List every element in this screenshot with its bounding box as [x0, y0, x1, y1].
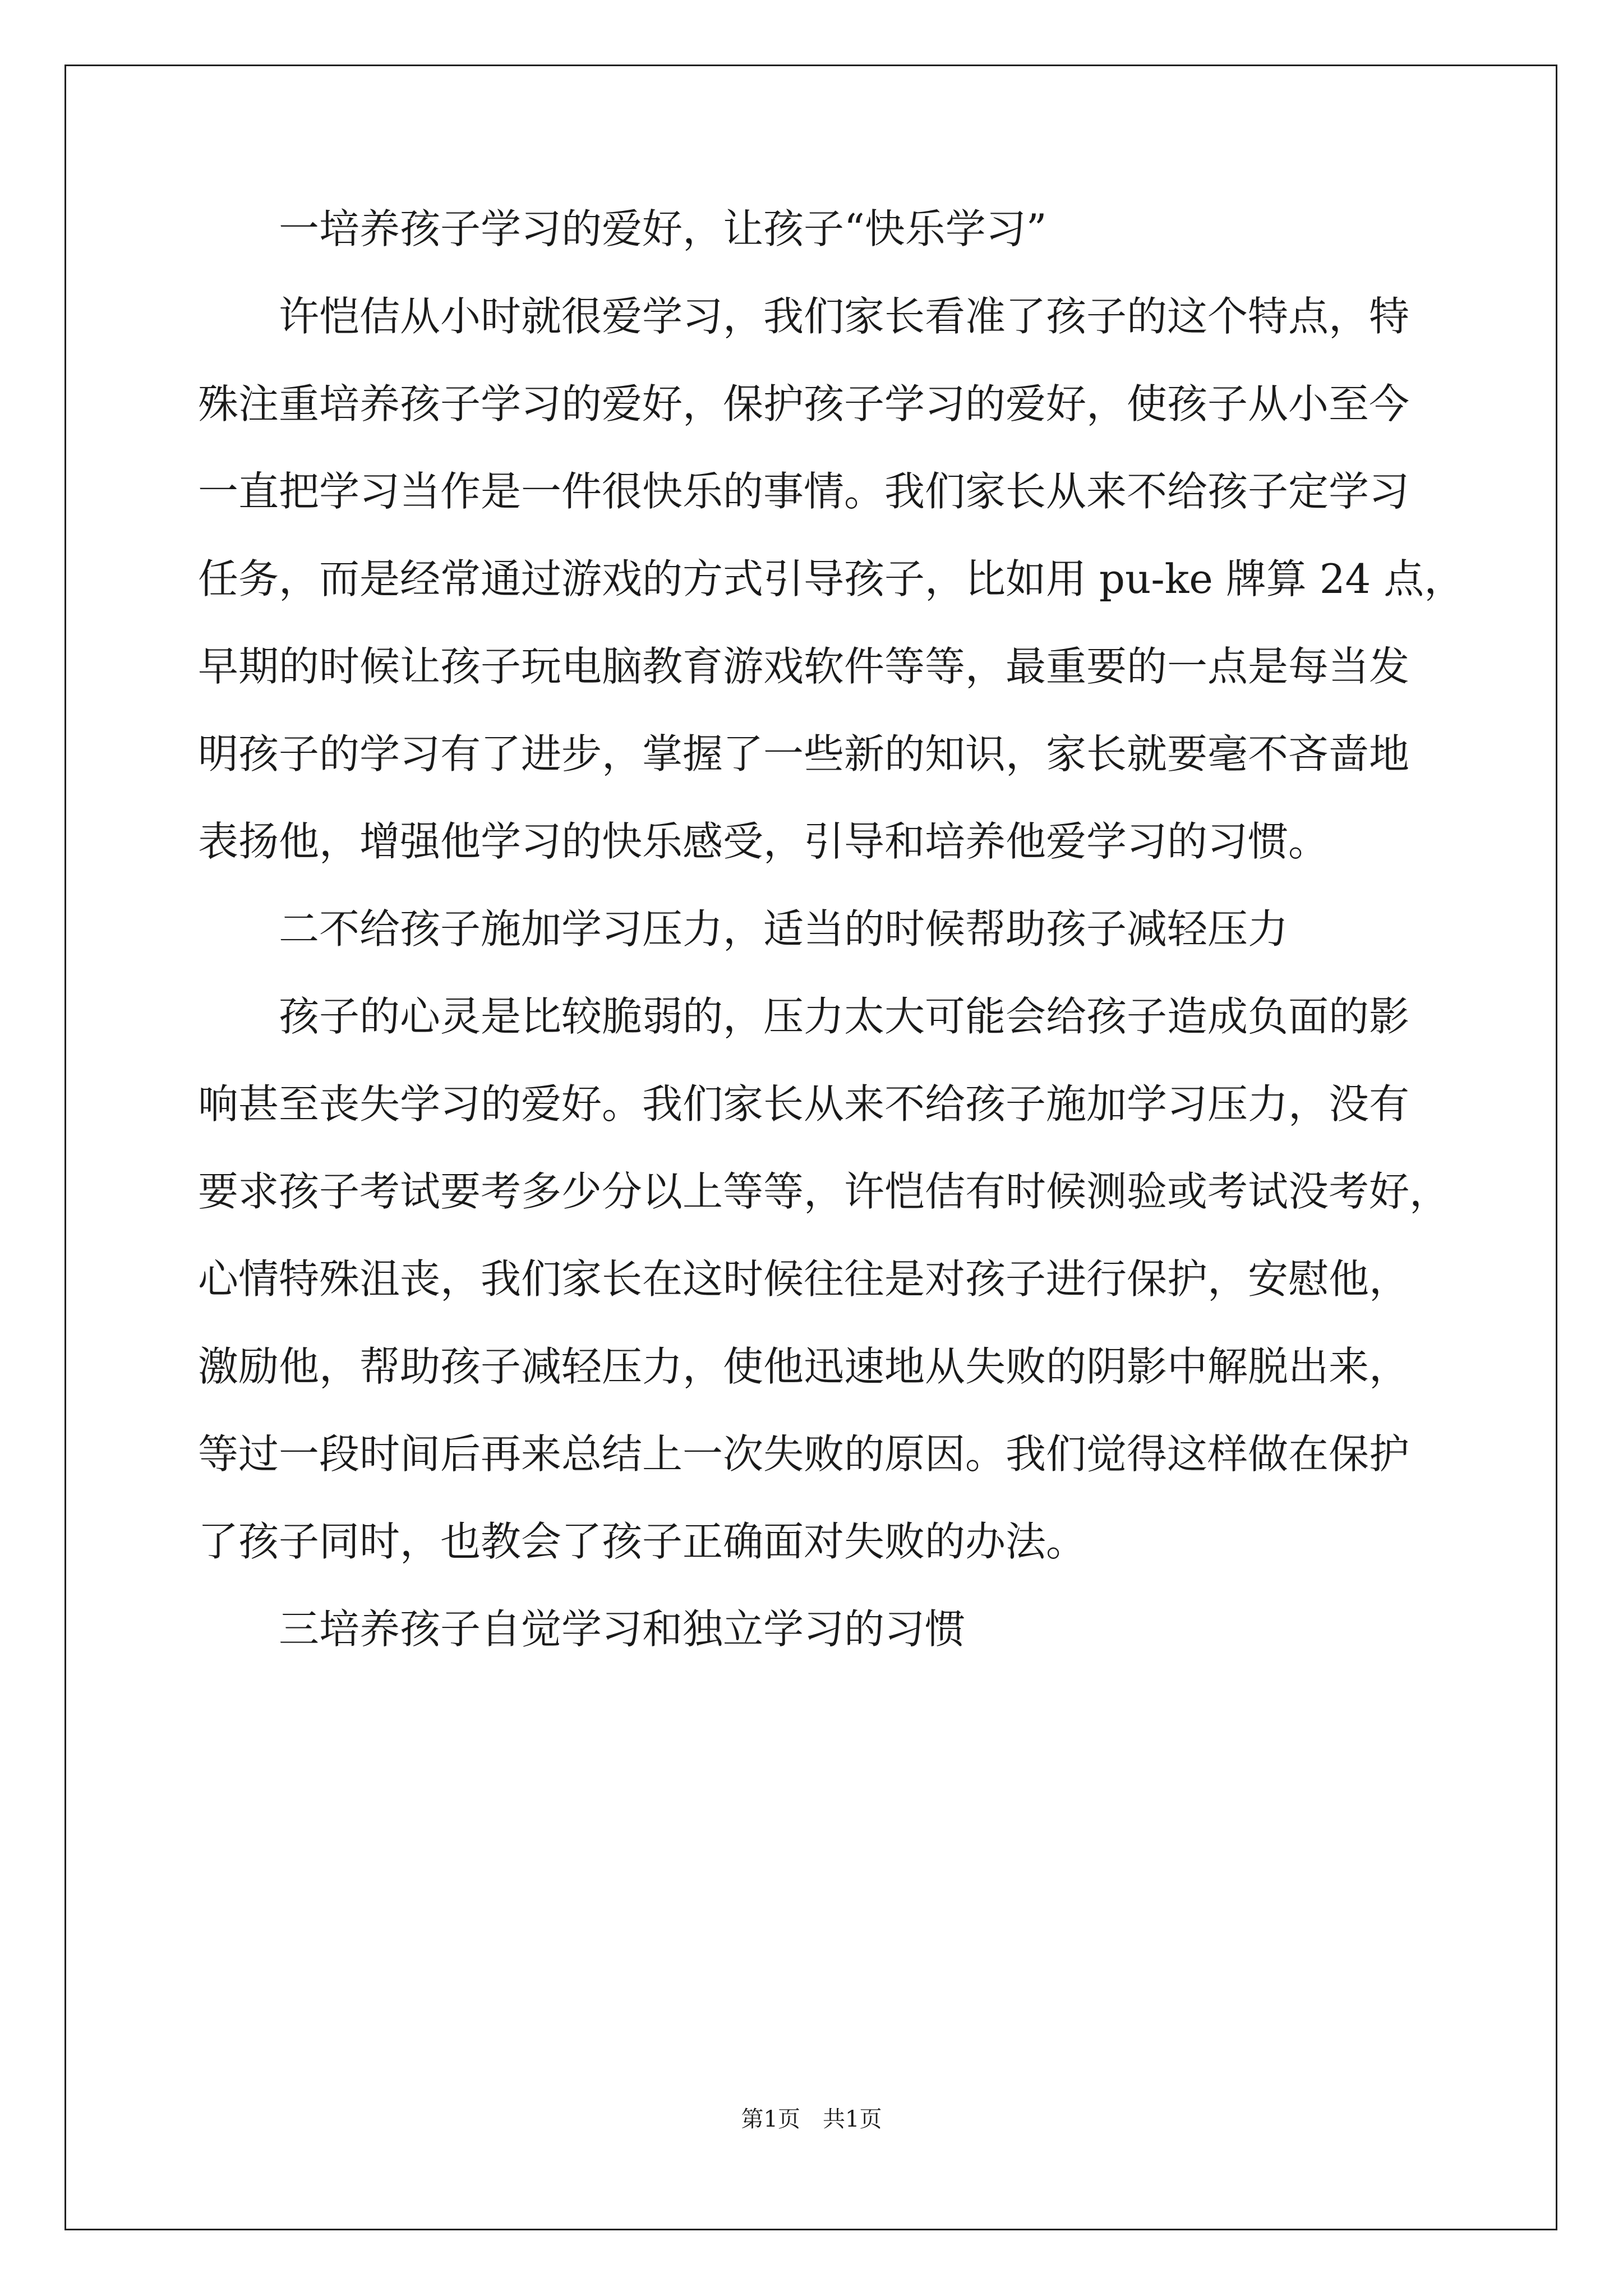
paragraph-2-line-5: 激励他，帮助孩子减轻压力，使他迅速地从失败的阴影中解脱出来，: [198, 1343, 1410, 1390]
paragraph-1-line-5: 早期的时候让孩子玩电脑教育游戏软件等等，最重要的一点是每当发: [198, 643, 1410, 690]
paragraph-2-line-1: 孩子的心灵是比较脆弱的，压力太大可能会给孩子造成负面的影: [279, 993, 1410, 1040]
section-heading-2: 二不给孩子施加学习压力，适当的时候帮助孩子减轻压力: [279, 905, 1289, 953]
section-heading-1: 一培养孩子学习的爱好，让孩子“快乐学习”: [279, 205, 1047, 252]
paragraph-2-line-2: 响甚至丧失学习的爱好。我们家长从来不给孩子施加学习压力，没有: [198, 1080, 1410, 1128]
paragraph-1-line-2: 殊注重培养孩子学习的爱好，保护孩子学习的爱好，使孩子从小至今: [198, 380, 1410, 427]
page-footer: [0, 2106, 1623, 2133]
paragraph-2-line-7: 了孩子同时，也教会了孩子正确面对失败的办法。: [198, 1518, 1087, 1565]
paragraph-1-line-3: 一直把学习当作是一件很快乐的事情。我们家长从来不给孩子定学习: [198, 468, 1410, 515]
paragraph-1-line-7: 表扬他，增强他学习的快乐感受，引导和培养他爱学习的习惯。: [198, 818, 1329, 865]
paragraph-2-line-4: 心情特殊沮丧，我们家长在这时候往往是对孩子进行保护，安慰他，: [198, 1255, 1410, 1303]
section-heading-3: 三培养孩子自觉学习和独立学习的习惯: [279, 1605, 966, 1653]
document-body: [198, 205, 1465, 1696]
paragraph-1-line-4: 任务，而是经常通过游戏的方式引导孩子，比如用 pu-ke 牌算 24 点，: [198, 555, 1465, 602]
page-total: 共1页: [823, 2106, 882, 2132]
paragraph-1-line-1: 许恺佶从小时就很爱学习，我们家长看准了孩子的这个特点，特: [279, 293, 1410, 340]
page-number: 第1页: [741, 2106, 800, 2132]
paragraph-1-line-6: 明孩子的学习有了进步，掌握了一些新的知识，家长就要毫不吝啬地: [198, 730, 1410, 777]
paragraph-2-line-3: 要求孩子考试要考多少分以上等等，许恺佶有时候测验或考试没考好，: [198, 1168, 1450, 1215]
paragraph-2-line-6: 等过一段时间后再来总结上一次失败的原因。我们觉得这样做在保护: [198, 1430, 1410, 1478]
